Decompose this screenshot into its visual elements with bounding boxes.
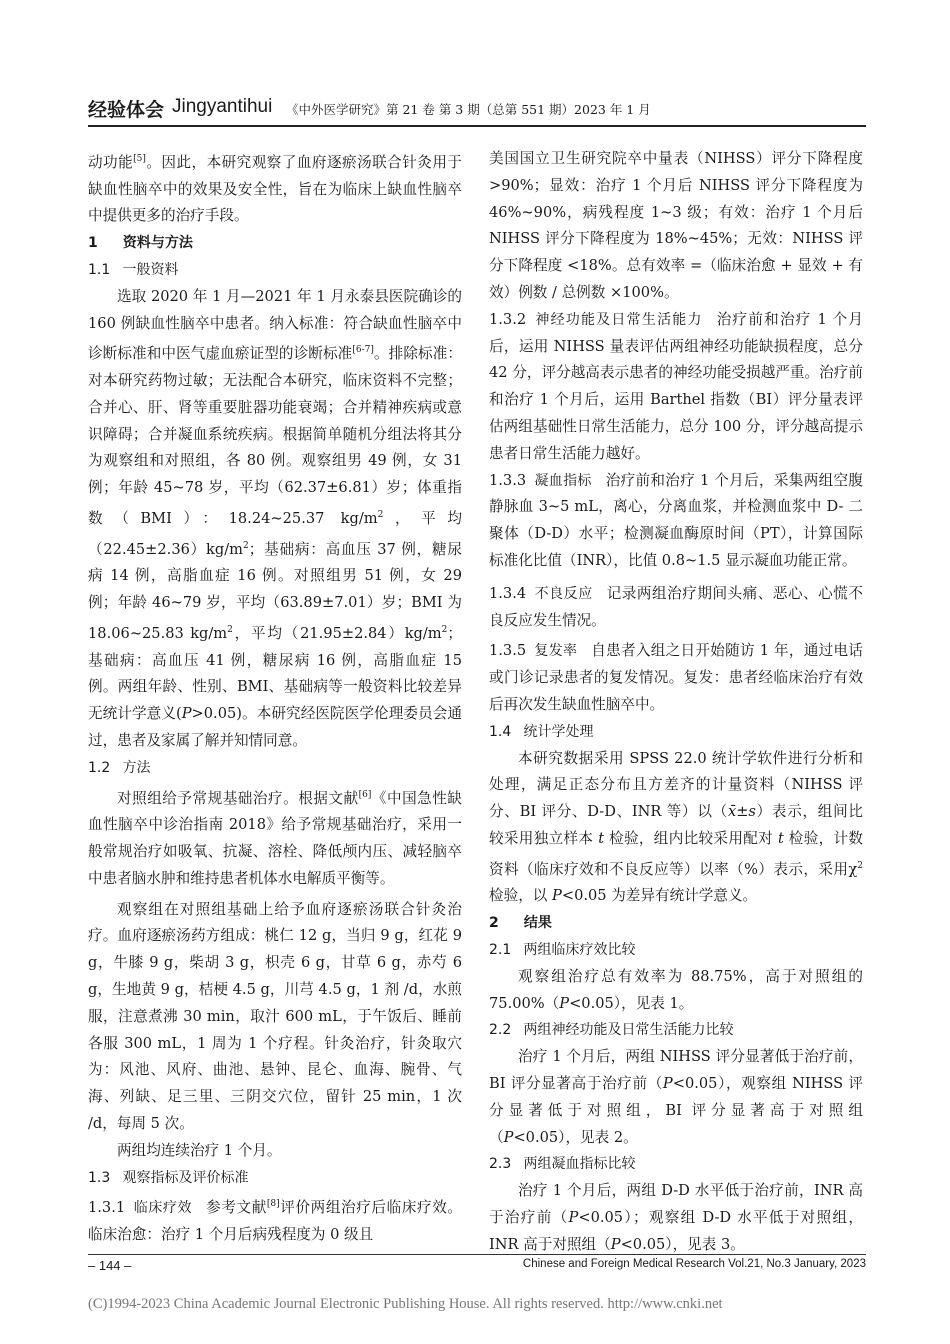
page-number: – 144 – bbox=[88, 1258, 132, 1273]
paragraph-general-data: 选取 2020 年 1 月—2021 年 1 月永泰县医院确诊的 160 例缺血性脑卒中患者。纳入标准：符合缺血性脑卒中诊断标准和中医气虚血瘀证型的诊断标准[6-7]。排除标准：对本研究药物过敏；无法配合本研究，临床资料不完整；合并心、肝、肾等重要脏器功能衰竭；合并精神疾病或意识障碍；合并凝血系统疾病。根据简单随机分组法将其分为观察组和对照组，各 80 例。观察组男 49 例，女 31 例；年龄 45~78 岁，平均（62.37±6.81）岁；体重指数（BMI）：18.24~25.37 $kg/m^2$，平均$(22.45\pm 2.36)kg/m^2$；基础病：高血压 37 例，糖尿病 14 例，高脂血症 16 例。对照组男 51 例，女 29 例；年龄 46~79 岁，平均（63.89±7.01）岁；BMI 为 18.06~25.83 $kg/m^2$，平均$(21.95\pm 2.84)kg/m^2$；基础病：高血压 41 例，糖尿病 16 例，高脂血症 15 例。两组年龄、性别、BMI、基础病等一般资料比较差异无统计学意义(P>0.05)。本研究经医院医学伦理委员会通过，患者及家属了解并知情同意。 bbox=[88, 287, 462, 750]
paragraph-intro-end: 动功能[5]。因此，本研究观察了血府逐瘀汤联合针灸用于缺血性脑卒中的效果及安全性，旨在为临床上缺血性脑卒中提供更多的治疗手段。 bbox=[88, 153, 462, 225]
paragraph-recurrence: 1.3.5 复发率 自患者入组之日开始随访 1 年，通过电话或门诊记录患者的复发情况。复发：患者经临床治疗有效后再次发生缺血性脑卒中。 bbox=[489, 642, 863, 713]
copyright-notice: (C)1994-2023 China Academic Journal Electronic Publishing House. All rights reserved. http://www.cnki.net bbox=[88, 1296, 723, 1312]
paragraph-result-efficacy: 观察组治疗总有效率为 88.75%，高于对照组的 75.00%（P<0.05），见表 1。 bbox=[489, 967, 863, 1012]
running-header bbox=[88, 95, 866, 125]
paragraph-clinical-efficacy: 1.3.1 临床疗效 参考文献[8]评价两组治疗后临床疗效。临床治愈：治疗 1 个月后病残程度为 0 级且 bbox=[88, 1199, 462, 1244]
journal-citation: 《中外医学研究》第 21 卷 第 3 期（总第 551 期）2023 年 1 月 bbox=[286, 102, 651, 117]
left-column bbox=[88, 146, 462, 1249]
paragraph-neuro-function: 1.3.2 神经功能及日常生活能力 治疗前和治疗 1 个月后，运用 NIHSS 量表评估两组神经功能缺损程度，总分 42 分，评分越高表示患者的神经功能受损越严重。治疗前和治疗 1 个月后，运用 Barthel 指数（BI）评分量表评估两组基础性日常生活能力，总分 100 分，评分越高提示患者日常生活能力越好。 bbox=[489, 310, 863, 462]
paragraph-treatment-duration: 两组均连续治疗 1 个月。 bbox=[117, 1141, 282, 1159]
right-column bbox=[489, 146, 863, 1259]
section-label-en: Jingyantihui bbox=[172, 96, 273, 117]
section-heading-1-2: 1.2 方法 bbox=[88, 759, 151, 776]
section-heading-2-2: 2.2 两组神经功能及日常生活能力比较 bbox=[489, 1022, 734, 1039]
section-heading-1: 1 资料与方法 bbox=[88, 235, 193, 252]
footer-journal-info: Chinese and Foreign Medical Research Vol.21, No.3 January, 2023 bbox=[522, 1258, 866, 1270]
section-heading-2: 2 结果 bbox=[489, 915, 552, 932]
footer-divider bbox=[88, 1254, 866, 1255]
section-heading-2-3: 2.3 两组凝血指标比较 bbox=[489, 1156, 636, 1173]
paragraph-observation-method: 观察组在对照组基础上给予血府逐瘀汤联合针灸治疗。血府逐瘀汤药方组成：桃仁 12 g，当归 9 g，红花 9 g，牛膝 9 g，柴胡 3 g，枳壳 6 g，甘草 6 g，赤芍 6 g，生地黄 9 g，桔梗 4.5 g，川芎 4.5 g，1 剂 /d，水煎服，注意煮沸 30 min，取汁 600 mL，于午饭后、睡前各服 300 mL，1 周为 1 个疗程。针灸治疗，针灸取穴为：风池、风府、曲池、悬钟、昆仑、血海、腕骨、气海、列缺、足三里、三阴交穴位，留针 25 min，1 次 /d，每周 5 次。 bbox=[88, 900, 462, 1133]
paragraph-statistics: 本研究数据采用 SPSS 22.0 统计学软件进行分析和处理，满足正态分布且方差齐的计量资料（NIHSS 评分、BI 评分、D-D、INR 等）以（x̄±s）表示，组间比较采用独立样本 t 检验，组内比较采用配对 t 检验，计数资料（临床疗效和不良反应等）以率（%）表示，采用$\chi^2$ 检验，以 P<0.05 为差异有统计学意义。 bbox=[489, 749, 864, 905]
paragraph-coagulation: 1.3.3 凝血指标 治疗前和治疗 1 个月后，采集两组空腹静脉血 3~5 mL，离心，分离血浆，并检测血浆中 D- 二聚体（D-D）水平；检测凝血酶原时间（PT），计算国际标准化比值（INR），比值 0.8~1.5 显示凝血功能正常。 bbox=[489, 471, 863, 569]
paragraph-efficacy-criteria: 美国国立卫生研究院卒中量表（NIHSS）评分下降程度 >90%；显效：治疗 1 个月后 NIHSS 评分下降程度为 46%~90%，病残程度 1~3 级；有效：治疗 1 个月后 NIHSS 评分下降程度为 18%~45%；无效：NIHSS 评分下降程度 <18%。总有效率 =（临床治愈 + 显效 + 有效）例数 / 总例数 ×100%。 bbox=[489, 150, 863, 301]
section-label-cn: 经验体会 bbox=[88, 99, 165, 121]
paragraph-result-neuro: 治疗 1 个月后，两组 NIHSS 评分显著低于治疗前，BI 评分显著高于治疗前（P<0.05），观察组 NIHSS 评分显著低于对照组，BI 评分显著高于对照组（P<0.05），见表 2。 bbox=[489, 1048, 863, 1146]
header-divider bbox=[88, 125, 866, 127]
section-heading-1-3: 1.3 观察指标及评价标准 bbox=[88, 1169, 249, 1186]
paragraph-adverse-reactions: 1.3.4 不良反应 记录两组治疗期间头痛、恶心、心慌不良反应发生情况。 bbox=[489, 584, 863, 629]
section-heading-2-1: 2.1 两组临床疗效比较 bbox=[489, 941, 636, 958]
section-heading-1-4: 1.4 统计学处理 bbox=[489, 723, 594, 740]
section-heading-1-1: 1.1 一般资料 bbox=[88, 262, 179, 279]
paragraph-control-method: 对照组给予常规基础治疗。根据文献[6]《中国急性缺血性脑卒中诊治指南 2018》给予常规基础治疗，采用一般常规治疗如吸氧、抗凝、溶栓、降低颅内压、减轻脑卒中患者脑水肿和维持患者机体水电解质平衡等。 bbox=[88, 789, 462, 887]
paragraph-result-coagulation: 治疗 1 个月后，两组 D-D 水平低于治疗前，INR 高于治疗前（P<0.05）；观察组 D-D 水平低于对照组，INR 高于对照组（P<0.05），见表 3。 bbox=[489, 1182, 863, 1253]
